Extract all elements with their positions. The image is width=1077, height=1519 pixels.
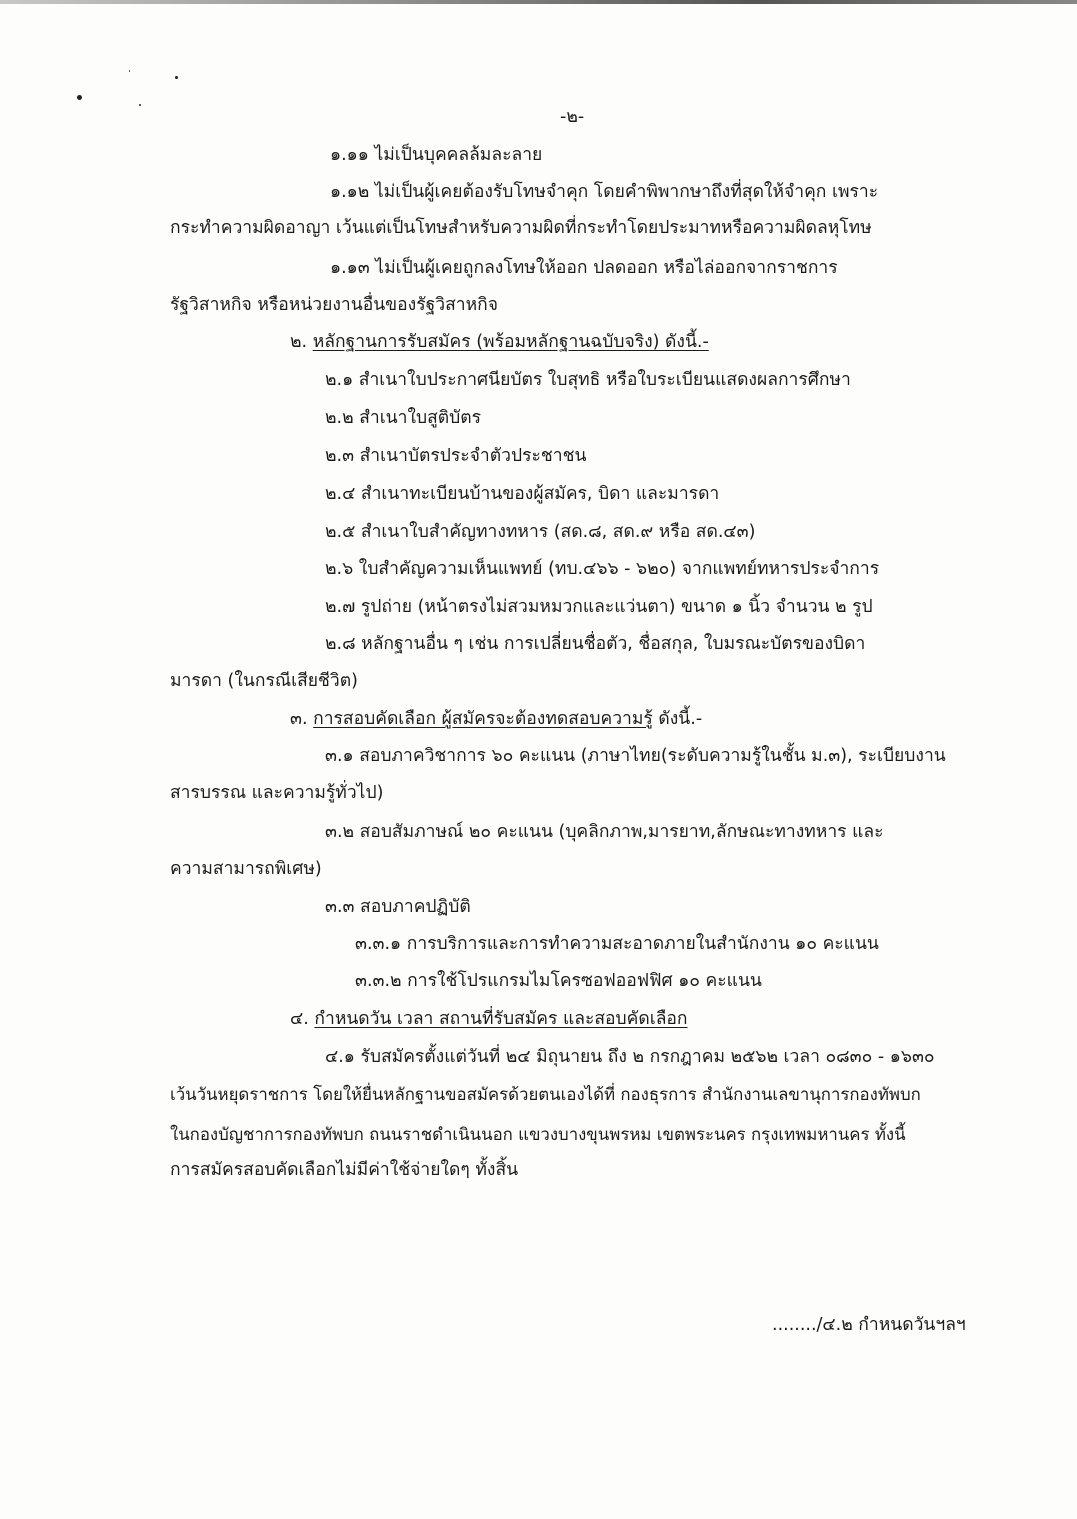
section-2-title: หลักฐานการรับสมัคร (พร้อมหลักฐานฉบับจริง) ดังนี้.- [312, 332, 709, 352]
clause-1-12: ๑.๑๒ ไม่เป็นผู้เคยต้องรับโทษจำคุก โดยคำพิพากษาถึงที่สุดให้จำคุก เพราะ [330, 182, 879, 202]
item-2-4: ๒.๔ สำเนาทะเบียนบ้านของผู้สมัคร, บิดา และมารดา [325, 484, 720, 504]
item-2-3: ๒.๓ สำเนาบัตรประจำตัวประชาชน [325, 446, 587, 466]
item-2-8: ๒.๘ หลักฐานอื่น ๆ เช่น การเปลี่ยนชื่อตัว, ชื่อสกุล, ใบมรณะบัตรของบิดา [325, 634, 866, 654]
item-2-5: ๒.๕ สำเนาใบสำคัญทางทหาร (สด.๘, สด.๙ หรือ สด.๔๓) [325, 522, 756, 542]
item-4-1-cont-2: ในกองบัญชาการกองทัพบก ถนนราชดำเนินนอก แขวงบางขุนพรหม เขตพระนคร กรุงเทพมหานคร ทั้งนี้ [170, 1124, 906, 1144]
clause-1-12-cont: กระทำความผิดอาญา เว้นแต่เป็นโทษสำหรับความผิดที่กระทำโดยประมาทหรือความผิดลหุโทษ [170, 218, 872, 238]
item-3-3-2: ๓.๓.๒ การใช้โปรแกรมไมโครซอฟออฟฟิศ ๑๐ คะแนน [355, 971, 762, 991]
scan-speck [139, 104, 141, 106]
item-4-1-cont-3: การสมัครสอบคัดเลือกไม่มีค่าใช้จ่ายใดๆ ทั้งสิ้น [170, 1160, 519, 1180]
item-4-1: ๔.๑ รับสมัครตั้งแต่วันที่ ๒๔ มิถุนายน ถึง ๒ กรกฎาคม ๒๕๖๒ เวลา ๐๘๓๐ - ๑๖๓๐ [325, 1047, 935, 1067]
section-2-number: ๒. [290, 332, 308, 352]
section-3-number: ๓. [290, 709, 308, 729]
scan-speck [129, 70, 130, 72]
item-3-1: ๓.๑ สอบภาควิชาการ ๖๐ คะแนน (ภาษาไทย(ระดับความรู้ในชั้น ม.๓), ระเบียบงาน [325, 746, 946, 766]
scan-speck [77, 95, 82, 100]
item-2-8-cont: มารดา (ในกรณีเสียชีวิต) [170, 671, 358, 691]
item-3-3: ๓.๓ สอบภาคปฏิบัติ [325, 897, 471, 917]
section-4-number: ๔. [290, 1009, 309, 1029]
item-3-3-1: ๓.๓.๑ การบริการและการทำความสะอาดภายในสำนักงาน ๑๐ คะแนน [355, 934, 879, 954]
item-3-1-cont: สารบรรณ และความรู้ทั่วไป) [170, 783, 384, 803]
section-2-heading [290, 330, 709, 354]
item-3-2-cont: ความสามารถพิเศษ) [170, 859, 322, 879]
clause-1-13-cont: รัฐวิสาหกิจ หรือหน่วยงานอื่นของรัฐวิสาหกิจ [170, 295, 498, 315]
section-4-heading [290, 1007, 688, 1031]
section-4-title: กำหนดวัน เวลา สถานที่รับสมัคร และสอบคัดเลือก [314, 1009, 688, 1029]
item-2-7: ๒.๗ รูปถ่าย (หน้าตรงไม่สวมหมวกและแว่นตา) ขนาด ๑ นิ้ว จำนวน ๒ รูป [325, 597, 873, 617]
scan-top-edge [0, 0, 1077, 4]
item-3-2: ๓.๒ สอบสัมภาษณ์ ๒๐ คะแนน (บุคลิกภาพ,มารยาท,ลักษณะทางทหาร และ [325, 822, 884, 842]
page-number: -๒- [560, 107, 585, 127]
item-2-2: ๒.๒ สำเนาใบสูติบัตร [325, 408, 482, 428]
scan-speck [175, 76, 178, 79]
item-2-1: ๒.๑ สำเนาใบประกาศนียบัตร ใบสุทธิ หรือใบระเบียนแสดงผลการศึกษา [325, 370, 851, 390]
section-3-tail: ดังนี้.- [652, 709, 703, 729]
section-3-title: การสอบคัดเลือก ผู้สมัครจะต้องทดสอบความรู้ [313, 709, 653, 729]
continuation-note: ......../๔.๒ กำหนดวันฯลฯ [772, 1315, 966, 1335]
section-3-heading [290, 707, 702, 731]
clause-1-13: ๑.๑๓ ไม่เป็นผู้เคยถูกลงโทษให้ออก ปลดออก หรือไล่ออกจากราชการ [330, 258, 838, 278]
clause-1-11: ๑.๑๑ ไม่เป็นบุคคลล้มละลาย [330, 145, 543, 165]
item-4-1-cont-1: เว้นวันหยุดราชการ โดยให้ยื่นหลักฐานขอสมัครด้วยตนเองได้ที่ กองธุรการ สำนักงานเลขานุการกองทัพบก [170, 1084, 921, 1104]
item-2-6: ๒.๖ ใบสำคัญความเห็นแพทย์ (ทบ.๔๖๖ - ๖๒๐) จากแพทย์ทหารประจำการ [325, 559, 880, 579]
